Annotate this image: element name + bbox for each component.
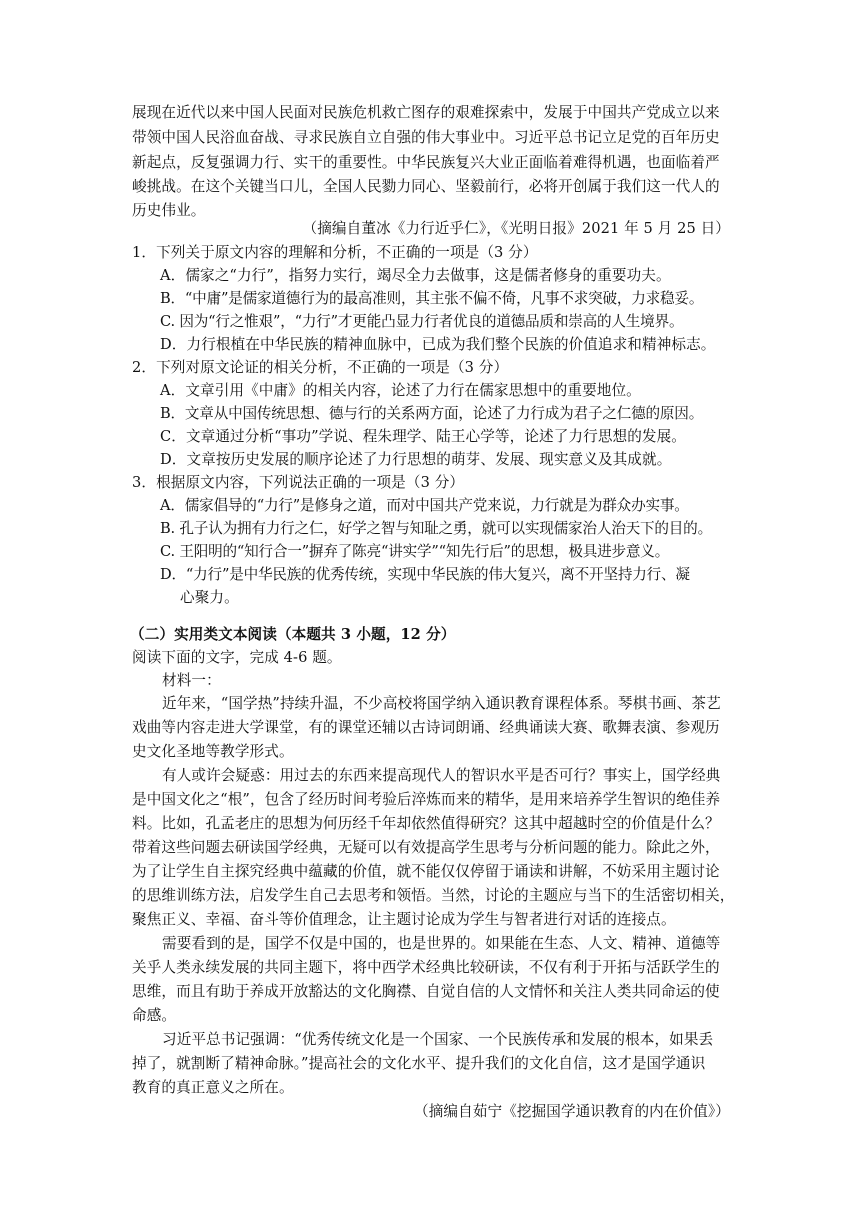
passage-line: 峻挑战。在这个关键当口儿，全国人民勠力同心、坚毅前行，必将开创属于我们这一代人的 <box>132 178 720 195</box>
passage-line: 戏曲等内容走进大学课堂，有的课堂还辅以古诗词朗诵、经典诵读大赛、歌舞表演、参观历 <box>132 719 720 736</box>
material-label: 材料一： <box>162 672 221 689</box>
passage-line: 带领中国人民浴血奋战、寻求民族自立自强的伟大事业中。习近平总书记立足党的百年历史 <box>132 129 720 146</box>
section-heading: （二）实用类文本阅读（本题共 3 小题，12 分） <box>130 626 456 643</box>
question-option: C. 王阳明的“知行合一”摒弃了陈亮“讲实学”“知先行后”的思想，极具进步意义。 <box>160 543 670 560</box>
passage-line: 掉了，就割断了精神命脉。”提高社会的文化水平、提升我们的文化自信，这才是国学通识 <box>132 1055 706 1072</box>
question-option: B．“中庸”是儒家道德行为的最高准则，其主张不偏不倚，凡事不求突破，力求稳妥。 <box>160 290 704 307</box>
question-option: A．儒家倡导的“力行”是修身之道，而对中国共产党来说，力行就是为群众办实事。 <box>160 497 689 514</box>
passage-line: 带着这些问题去研读国学经典，无疑可以有效提高学生思考与分析问题的能力。除此之外， <box>132 839 720 856</box>
question-option: C．文章通过分析“事功”学说、程朱理学、陆王心学等，论述了力行思想的发展。 <box>160 428 686 445</box>
passage-line: 是中国文化之“根”，包含了经历时间考验后淬炼而来的精华，是用来培养学生智识的绝佳养 <box>132 791 721 808</box>
question-option: D．文章按历史发展的顺序论述了力行思想的萌芽、发展、现实意义及其成就。 <box>160 451 672 468</box>
passage-line: 历史伟业。 <box>132 202 206 219</box>
passage-line: 命感。 <box>132 1007 177 1024</box>
passage-line: 聚焦正义、幸福、奋斗等价值理念，让主题讨论成为学生与智者进行对话的连接点。 <box>132 911 676 928</box>
passage-line: 为了让学生自主探究经典中蕴藏的价值，就不能仅仅停留于诵读和讲解，不妨采用主题讨论 <box>132 863 720 880</box>
passage-source: （摘编自董冰《力行近乎仁》，《光明日报》2021 年 5 月 25 日） <box>302 220 730 237</box>
passage-line: 习近平总书记强调：“优秀传统文化是一个国家、一个民族传承和发展的根本，如果丢 <box>162 1031 714 1048</box>
question-option: B. 孔子认为拥有力行之仁，好学之智与知耻之勇，就可以实现儒家治人治天下的目的。 <box>160 520 712 537</box>
passage-line: 需要看到的是，国学不仅是中国的，也是世界的。如果能在生态、人文、精神、道德等 <box>162 935 721 952</box>
question-option: D．“力行”是中华民族的优秀传统，实现中华民族的伟大复兴，离不开坚持力行、凝 <box>160 566 690 583</box>
question-option-continuation: 心聚力。 <box>180 589 239 606</box>
passage-line: 近年来，“国学热”持续升温，不少高校将国学纳入通识教育课程体系。琴棋书画、茶艺 <box>162 695 721 712</box>
passage-line: 史文化圣地等教学形式。 <box>132 743 294 760</box>
question-stem: 3．根据原文内容，下列说法正确的一项是（3 分） <box>132 474 465 491</box>
passage-line: 料。比如，孔孟老庄的思想为何历经千年却依然值得研究？这其中超越时空的价值是什么？ <box>132 815 720 832</box>
section-instruction: 阅读下面的文字，完成 4-6 题。 <box>132 649 342 666</box>
question-option: A．文章引用《中庸》的相关内容，论述了力行在儒家思想中的重要地位。 <box>160 382 641 399</box>
passage-line: 展现在近代以来中国人民面对民族危机救亡图存的艰难探索中，发展于中国共产党成立以来 <box>132 104 720 121</box>
passage-line: 关乎人类永续发展的共同主题下，将中西学术经典比较研读，不仅有利于开拓与活跃学生的 <box>132 959 720 976</box>
question-option: D．力行根植在中华民族的精神血脉中，已成为我们整个民族的价值追求和精神标志。 <box>160 336 716 353</box>
question-stem: 2．下列对原文论证的相关分析，不正确的一项是（3 分） <box>132 359 509 376</box>
passage-line: 教育的真正意义之所在。 <box>132 1079 294 1096</box>
passage-line: 有人或许会疑惑：用过去的东西来提高现代人的智识水平是否可行？事实上，国学经典 <box>162 767 721 784</box>
question-option: A．儒家之“力行”，指努力实行，竭尽全力去做事，这是儒者修身的重要功夫。 <box>160 267 671 284</box>
passage-line: 思维，而且有助于养成开放豁达的文化胸襟、自觉自信的人文情怀和关注人类共同命运的使 <box>132 983 720 1000</box>
passage-source: （摘编自茹宁《挖掘国学通识教育的内在价值》） <box>414 1103 730 1120</box>
passage-line: 的思维训练方法，启发学生自己去思考和领悟。当然，讨论的主题应与当下的生活密切相关， <box>132 887 735 904</box>
question-stem: 1．下列关于原文内容的理解和分析，不正确的一项是（3 分） <box>132 244 538 261</box>
question-option: B．文章从中国传统思想、德与行的关系两方面，论述了力行成为君子之仁德的原因。 <box>160 405 704 422</box>
passage-line: 新起点，反复强调力行、实干的重要性。中华民族复兴大业正面临着难得机遇，也面临着严 <box>132 154 720 171</box>
question-option: C. 因为“行之惟艰”，“力行”才更能凸显力行者优良的道德品质和崇高的人生境界。 <box>160 313 684 330</box>
